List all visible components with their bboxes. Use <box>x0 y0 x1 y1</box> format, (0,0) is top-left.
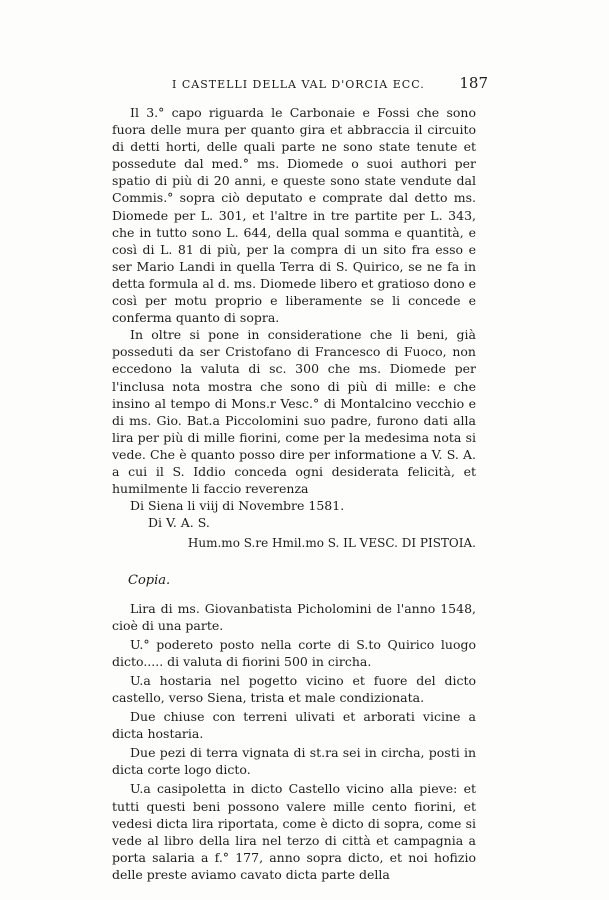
ledger-entry: U.a hostaria nel pogetto vicino et fuore del dicto castello, verso Siena, trista et male condizionata. <box>112 672 476 705</box>
letter-paragraph-2: In oltre si pone in consideratione che li beni, già posseduti da ser Cristofano di Francesco di Fuoco, non eccedono la valuta di sc. 300 che ms. Diomede per l'inclusa nota mostra che sono di più di mille: e che insino al tempo di Mons.r Vesc.° di Montalcino vecchio e di ms. Gio. Bat.a Piccolomini suo padre, furono dati alla lira per più di mille fiorini, come per la medesima nota si vede. Che è quanto posso dire per informatione a V. S. A. a cui il S. Iddio conceda ogni desiderata felicità, et humilmente li faccio reverenza <box>112 327 476 497</box>
page-number: 187 <box>459 74 488 92</box>
copia-heading: Copia. <box>128 573 171 589</box>
letter-paragraph-1: Il 3.° capo riguarda le Carbonaie e Fossi che sono fuora delle mura per quanto gira et abbraccia il circuito di detti horti, delle quali parte ne sono state tenute et possedute dal med.° ms. Diomede o suoi authori per spatio di più di 20 anni, e queste sono state vendute dal Commis.° sopra ciò deputato e comprate dal detto ms. Diomede per L. 301, et l'altre in tre partite per L. 343, che in tutto sono L. 644, della qual somma e quantità, e così di L. 81 di più, per la compra di un sito fra esso e ser Mario Landi in quella Terra di S. Quirico, se ne fa in detta formula al d. ms. Diomede libero et gratioso dono e così per motu proprio e liberamente se li concede e conferma quanto di sopra. <box>112 105 476 326</box>
page-header <box>112 74 488 96</box>
running-title: I CASTELLI DELLA VAL D'ORCIA ECC. <box>172 78 425 91</box>
dateline: Di Siena li viij di Novembre 1581. <box>130 498 345 514</box>
ledger-entry: Due chiuse con terreni ulivati et arborati vicine a dicta hostaria. <box>112 709 476 742</box>
address-line: Di V. A. S. <box>148 515 210 531</box>
page-body <box>112 104 476 885</box>
signature-line: Hum.mo S.re Hmil.mo S. IL VESC. DI PISTOIA. <box>187 536 476 551</box>
copia-ledger <box>112 600 476 884</box>
letter <box>112 104 476 552</box>
ledger-entry: U.° podereto posto nella corte di S.to Quirico luogo dicto..... di valuta di fiorini 500 in circha. <box>112 636 476 669</box>
ledger-entry: Due pezi di terra vignata di st.ra sei in circha, posti in dicta corte logo dicto. <box>112 745 476 778</box>
ledger-entry: Lira di ms. Giovanbatista Picholomini de l'anno 1548, cioè di una parte. <box>112 600 476 633</box>
ledger-entry: U.a casipoletta in dicto Castello vicino alla pieve: et tutti questi beni possono valere mille cento fiorini, et vedesi dicta lira riportata, come è dicto di sopra, come si vede al libro della lira nel terzo di città et campagnia a porta salaria a f.° 177, anno sopra dicto, et noi hofizio delle preste aviamo cavato dicta parte della <box>112 781 476 882</box>
